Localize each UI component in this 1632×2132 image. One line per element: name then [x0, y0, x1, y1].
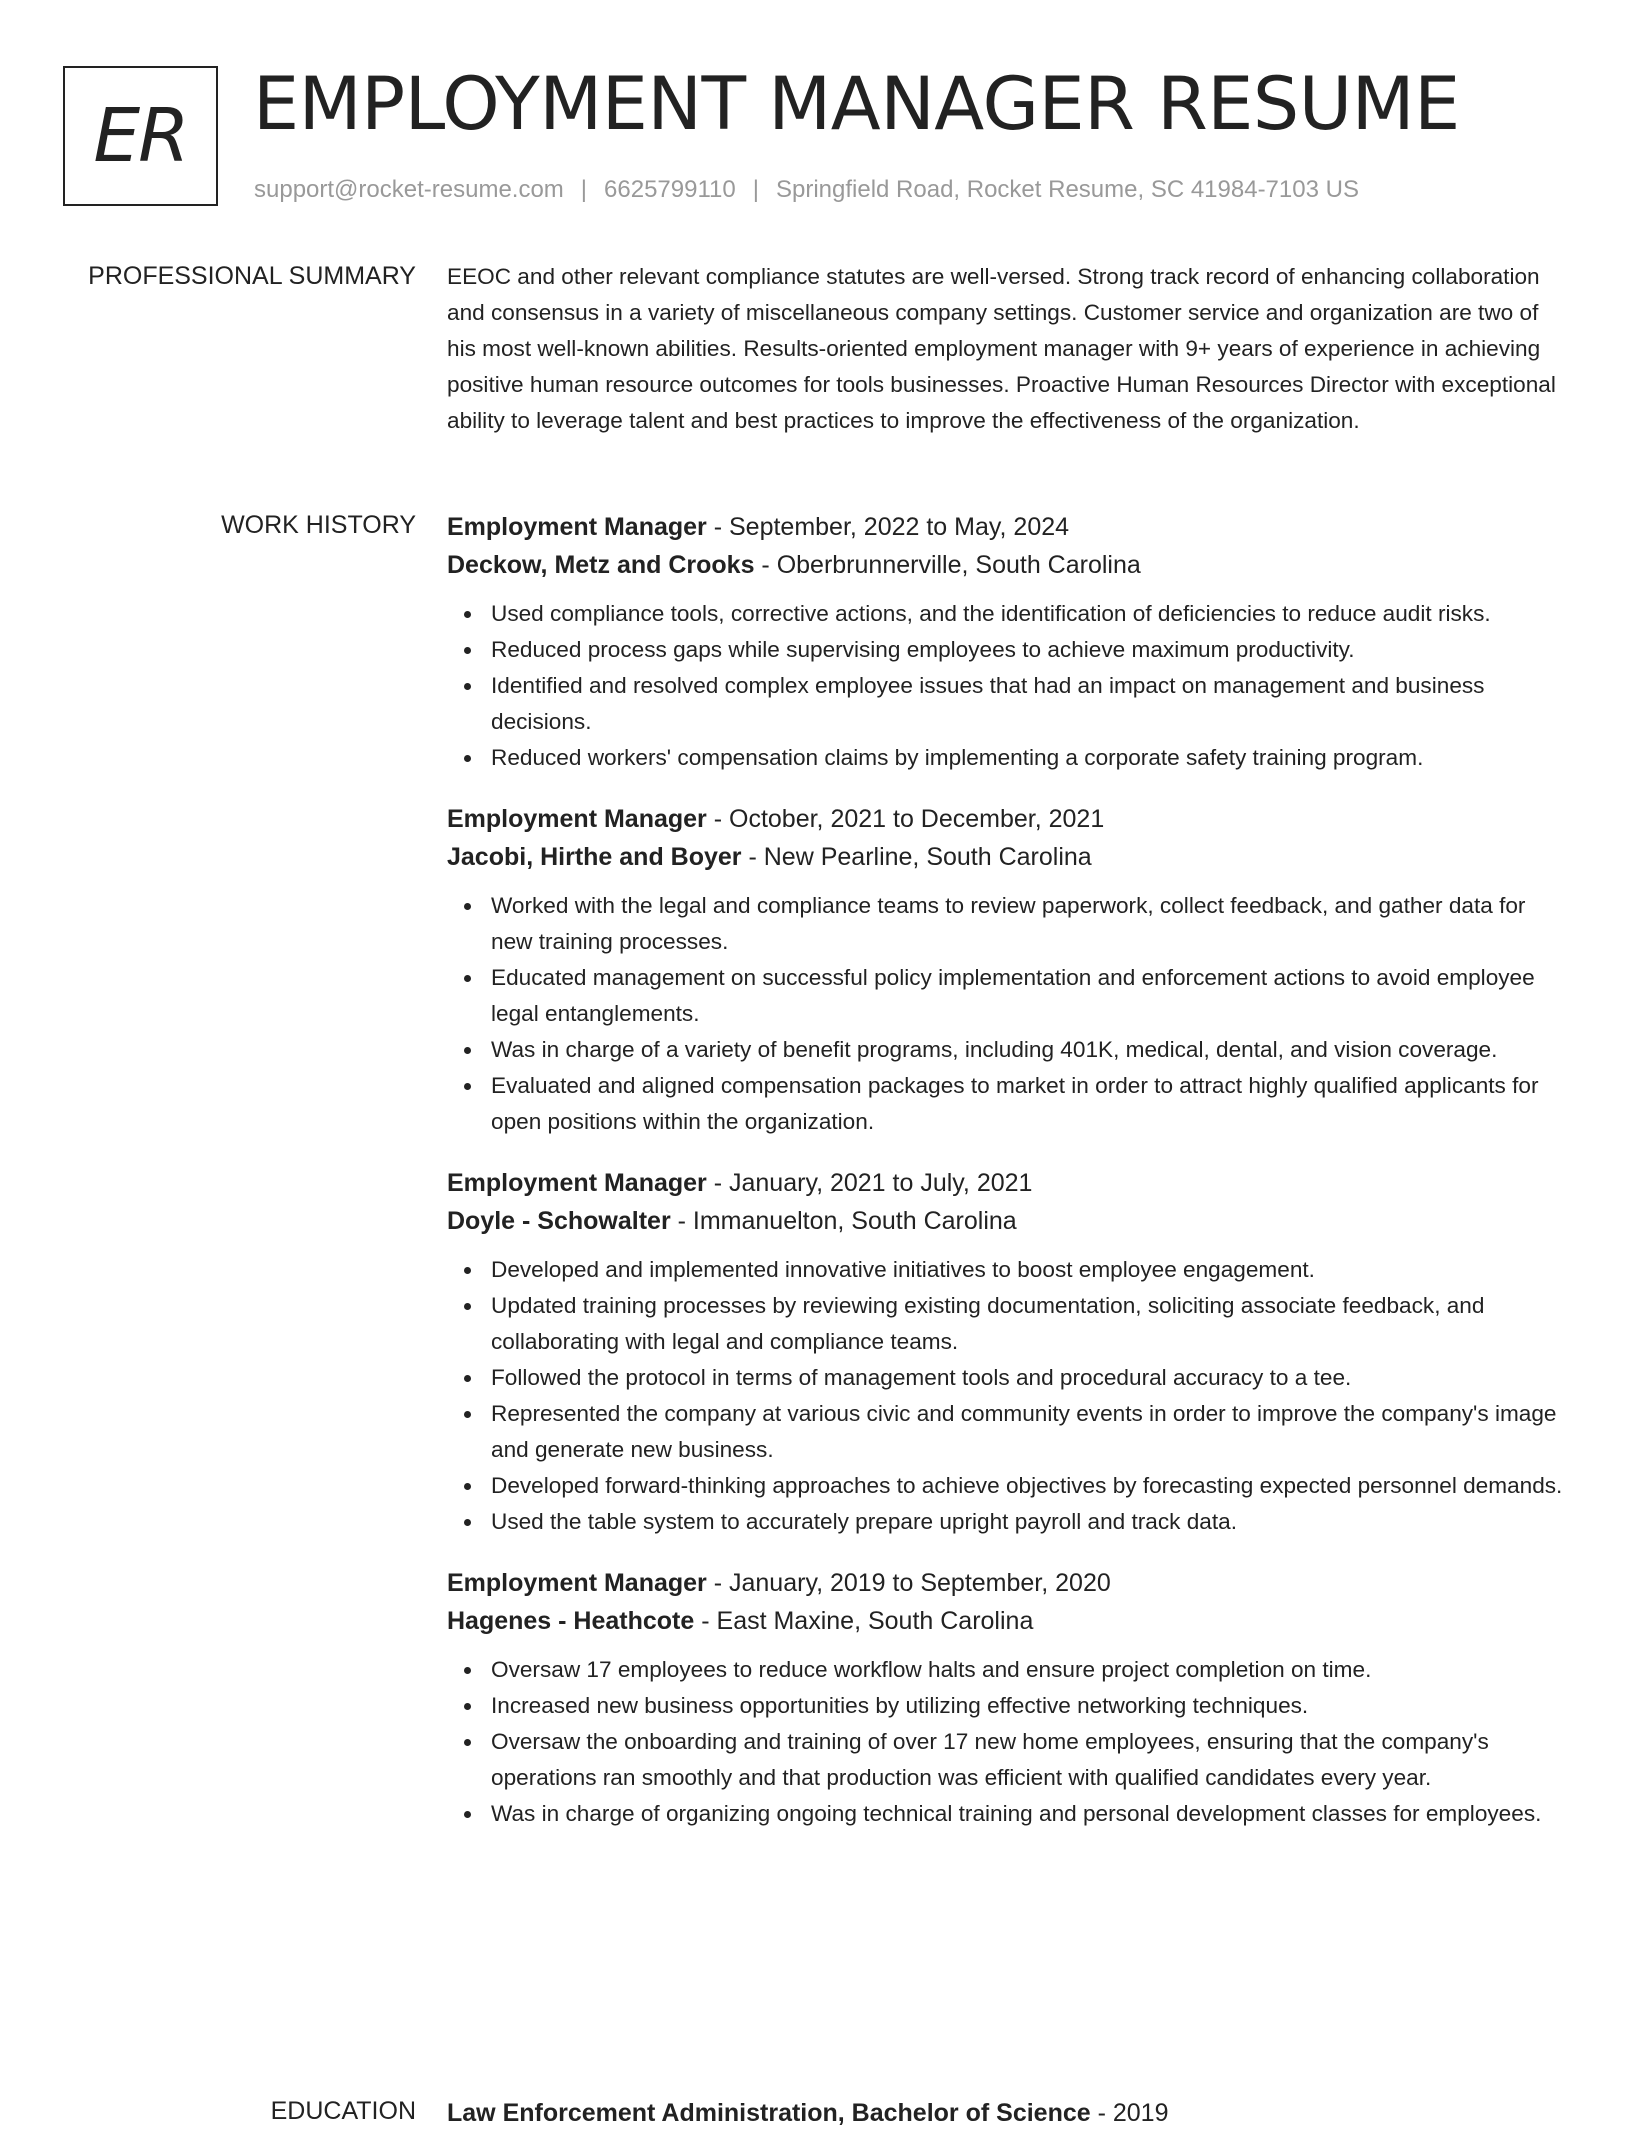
job-bullet: Worked with the legal and compliance teams to review paperwork, collect feedback, and gather data for new training processes.	[491, 888, 1567, 960]
job-title-line	[447, 1564, 1567, 1602]
job-company-line	[447, 1602, 1567, 1640]
contact-phone: 6625799110	[604, 176, 736, 203]
job-location: - East Maxine, South Carolina	[694, 1607, 1034, 1635]
contact-separator: |	[752, 176, 759, 203]
job-location: - New Pearline, South Carolina	[741, 843, 1092, 871]
job-bullets	[447, 1252, 1567, 1540]
education-line	[447, 2094, 1567, 2132]
contact-separator: |	[580, 176, 588, 203]
job-bullet: Reduced workers' compensation claims by implementing a corporate safety training program.	[491, 740, 1567, 776]
job-bullet: Was in charge of a variety of benefit programs, including 401K, medical, dental, and vision coverage.	[491, 1032, 1567, 1068]
job-entry	[447, 1164, 1567, 1540]
contact-line	[254, 174, 1359, 206]
job-bullet: Followed the protocol in terms of management tools and procedural accuracy to a tee.	[491, 1360, 1567, 1396]
resume-header	[63, 62, 1592, 216]
job-location: - Immanuelton, South Carolina	[670, 1207, 1017, 1235]
job-bullets	[447, 1652, 1567, 1832]
jobs-list	[447, 508, 1567, 1856]
job-bullet: Increased new business opportunities by utilizing effective networking techniques.	[491, 1688, 1567, 1724]
job-dates: - September, 2022 to May, 2024	[706, 513, 1070, 541]
job-bullet: Reduced process gaps while supervising employees to achieve maximum productivity.	[491, 632, 1567, 668]
job-title-line	[447, 508, 1567, 546]
job-dates: - October, 2021 to December, 2021	[706, 805, 1105, 833]
job-dates: - January, 2021 to July, 2021	[706, 1169, 1033, 1197]
job-title: Employment Manager	[447, 805, 707, 833]
job-title: Employment Manager	[447, 513, 707, 541]
job-title: Employment Manager	[447, 1169, 707, 1197]
job-company: Jacobi, Hirthe and Boyer	[447, 843, 742, 871]
job-bullet: Oversaw 17 employees to reduce workflow halts and ensure project completion on time.	[491, 1652, 1567, 1688]
job-company-line	[447, 838, 1567, 876]
job-bullet: Updated training processes by reviewing existing documentation, soliciting associate feedback, and collaborating with legal and compliance teams.	[491, 1288, 1567, 1360]
resume-title: EMPLOYMENT MANAGER RESUME	[253, 62, 1460, 147]
section-label-education: EDUCATION	[270, 2097, 416, 2125]
job-company: Doyle - Schowalter	[447, 1207, 671, 1235]
job-location: - Oberbrunnerville, South Carolina	[754, 551, 1141, 579]
job-title: Employment Manager	[447, 1569, 707, 1597]
job-bullet: Evaluated and aligned compensation packages to market in order to attract highly qualified applicants for open positions within the organization.	[491, 1068, 1567, 1140]
job-bullet: Educated management on successful policy implementation and enforcement actions to avoid employee legal entanglements.	[491, 960, 1567, 1032]
job-bullet: Was in charge of organizing ongoing technical training and personal development classes for employees.	[491, 1796, 1567, 1832]
section-label-summary: PROFESSIONAL SUMMARY	[88, 262, 416, 290]
job-bullets	[447, 888, 1567, 1140]
contact-address: Springfield Road, Rocket Resume, SC 41984-7103 US	[775, 176, 1359, 203]
job-bullet: Developed forward-thinking approaches to achieve objectives by forecasting expected personnel demands.	[491, 1468, 1567, 1504]
education-year: - 2019	[1090, 2099, 1169, 2127]
job-company-line	[447, 1202, 1567, 1240]
monogram-logo: ER	[63, 66, 218, 206]
job-company: Deckow, Metz and Crooks	[447, 551, 755, 579]
job-entry	[447, 508, 1567, 776]
job-bullet: Oversaw the onboarding and training of over 17 new home employees, ensuring that the company's operations ran smoothly and that production was efficient with qualified candidates every year.	[491, 1724, 1567, 1796]
job-bullet: Used the table system to accurately prepare upright payroll and track data.	[491, 1504, 1567, 1540]
job-bullet: Developed and implemented innovative initiatives to boost employee engagement.	[491, 1252, 1567, 1288]
job-dates: - January, 2019 to September, 2020	[706, 1569, 1111, 1597]
job-title-line	[447, 800, 1567, 838]
job-bullet: Used compliance tools, corrective actions, and the identification of deficiencies to reduce audit risks.	[491, 596, 1567, 632]
job-bullet: Identified and resolved complex employee issues that had an impact on management and business decisions.	[491, 668, 1567, 740]
job-entry	[447, 1564, 1567, 1832]
job-title-line	[447, 1164, 1567, 1202]
job-entry	[447, 800, 1567, 1140]
job-bullets	[447, 596, 1567, 776]
job-bullet: Represented the company at various civic and community events in order to improve the company's image and generate new business.	[491, 1396, 1567, 1468]
contact-email: support@rocket-resume.com	[254, 176, 564, 203]
education-degree: Law Enforcement Administration, Bachelor of Science	[447, 2099, 1091, 2127]
job-company: Hagenes - Heathcote	[447, 1607, 695, 1635]
job-company-line	[447, 546, 1567, 584]
section-label-work-history: WORK HISTORY	[221, 511, 416, 539]
summary-text: EEOC and other relevant compliance statutes are well-versed. Strong track record of enhancing collaboration and consensus in a variety of miscellaneous company settings. Customer service and organization are two of his most well-known abilities. Results-oriented employment manager with 9+ years of experience in achieving positive human resource outcomes for tools businesses. Proactive Human Resources Director with exceptional ability to leverage talent and best practices to improve the effectiveness of the organization.	[447, 264, 1556, 433]
